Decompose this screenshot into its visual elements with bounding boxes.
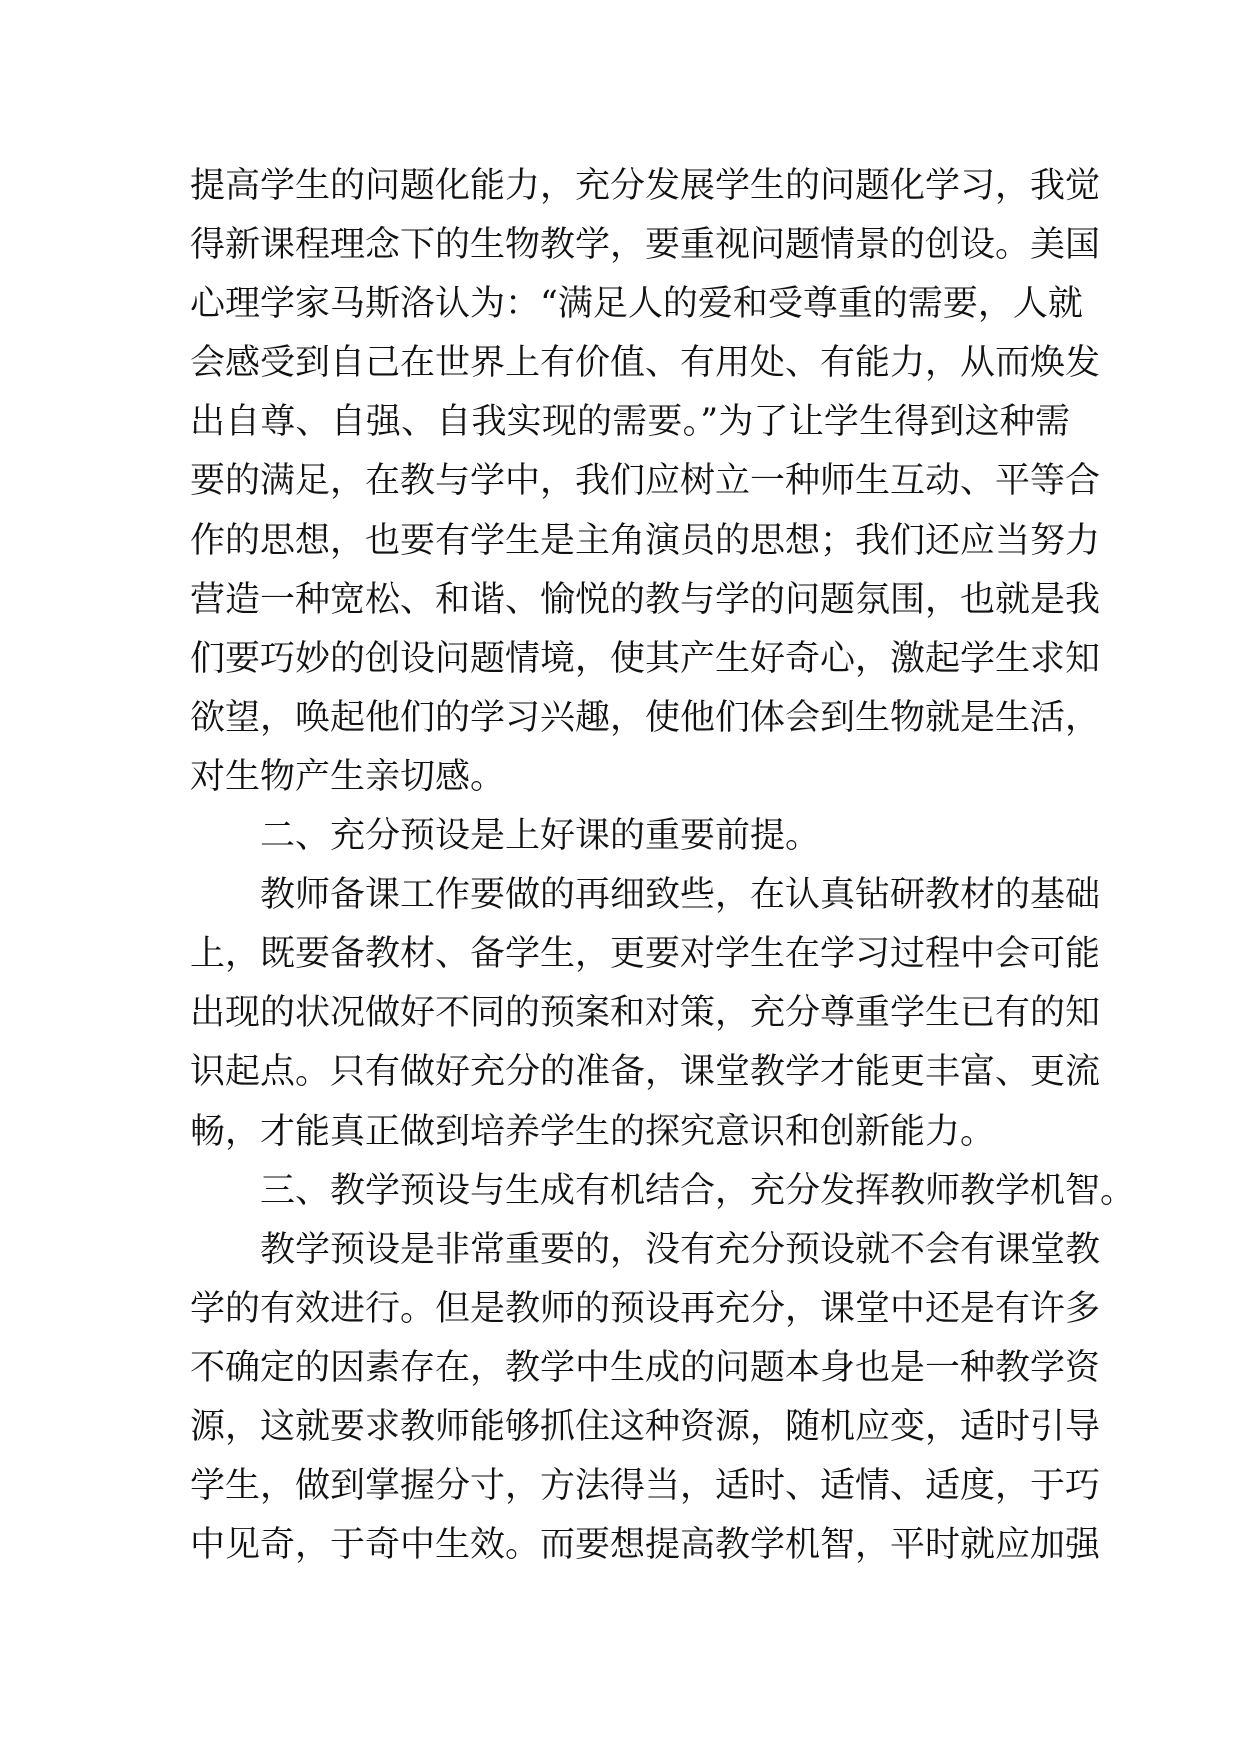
text-line: 得新课程理念下的生物教学，要重视问题情景的创设。美国	[190, 225, 1101, 266]
text-line: 们要巧妙的创设问题情境，使其产生好奇心，激起学生求知	[190, 638, 1101, 679]
text-line: 教师备课工作要做的再细致些，在认真钻研教材的基础	[260, 875, 1101, 916]
text-line: 提高学生的问题化能力，充分发展学生的问题化学习，我觉	[190, 166, 1101, 206]
text-line: 畅，才能真正做到培养学生的探究意识和创新能力。	[190, 1111, 996, 1152]
text-line: 源，这就要求教师能够抓住这种资源，随机应变，适时引导	[190, 1406, 1101, 1447]
text-line: 出现的状况做好不同的预案和对策，充分尊重学生已有的知	[190, 993, 1101, 1034]
text-line: 营造一种宽松、和谐、愉悦的教与学的问题氛围，也就是我	[190, 579, 1101, 620]
text-line: 三、教学预设与生成有机结合，充分发挥教师教学机智。	[260, 1170, 1136, 1211]
text-line: 教学预设是非常重要的，没有充分预设就不会有课堂教	[260, 1229, 1101, 1270]
text-line: 会感受到自己在世界上有价值、有用处、有能力，从而焕发	[190, 343, 1101, 384]
text-line: 学生，做到掌握分寸，方法得当，适时、适情、适度，于巧	[190, 1466, 1101, 1507]
text-line: 不确定的因素存在，教学中生成的问题本身也是一种教学资	[190, 1347, 1101, 1388]
text-line: 出自尊、自强、自我实现的需要。”为了让学生得到这种需	[190, 402, 1070, 443]
text-line: 识起点。只有做好充分的准备，课堂教学才能更丰富、更流	[190, 1052, 1101, 1093]
text-line: 要的满足，在教与学中，我们应树立一种师生互动、平等合	[190, 461, 1101, 502]
text-line: 作的思想，也要有学生是主角演员的思想；我们还应当努力	[190, 520, 1101, 561]
text-line: 上，既要备教材、备学生，更要对学生在学习过程中会可能	[190, 934, 1101, 975]
text-line: 欲望，唤起他们的学习兴趣，使他们体会到生物就是生活，	[190, 697, 1101, 738]
text-line: 心理学家马斯洛认为：“满足人的爱和受尊重的需要，人就	[190, 284, 1083, 325]
text-line: 对生物产生亲切感。	[190, 756, 506, 797]
text-line: 学的有效进行。但是教师的预设再充分，课堂中还是有许多	[190, 1288, 1101, 1329]
text-line: 中见奇，于奇中生效。而要想提高教学机智，平时就应加强	[190, 1525, 1101, 1566]
document-body	[190, 157, 1136, 1575]
text-line: 二、充分预设是上好课的重要前提。	[260, 816, 821, 857]
